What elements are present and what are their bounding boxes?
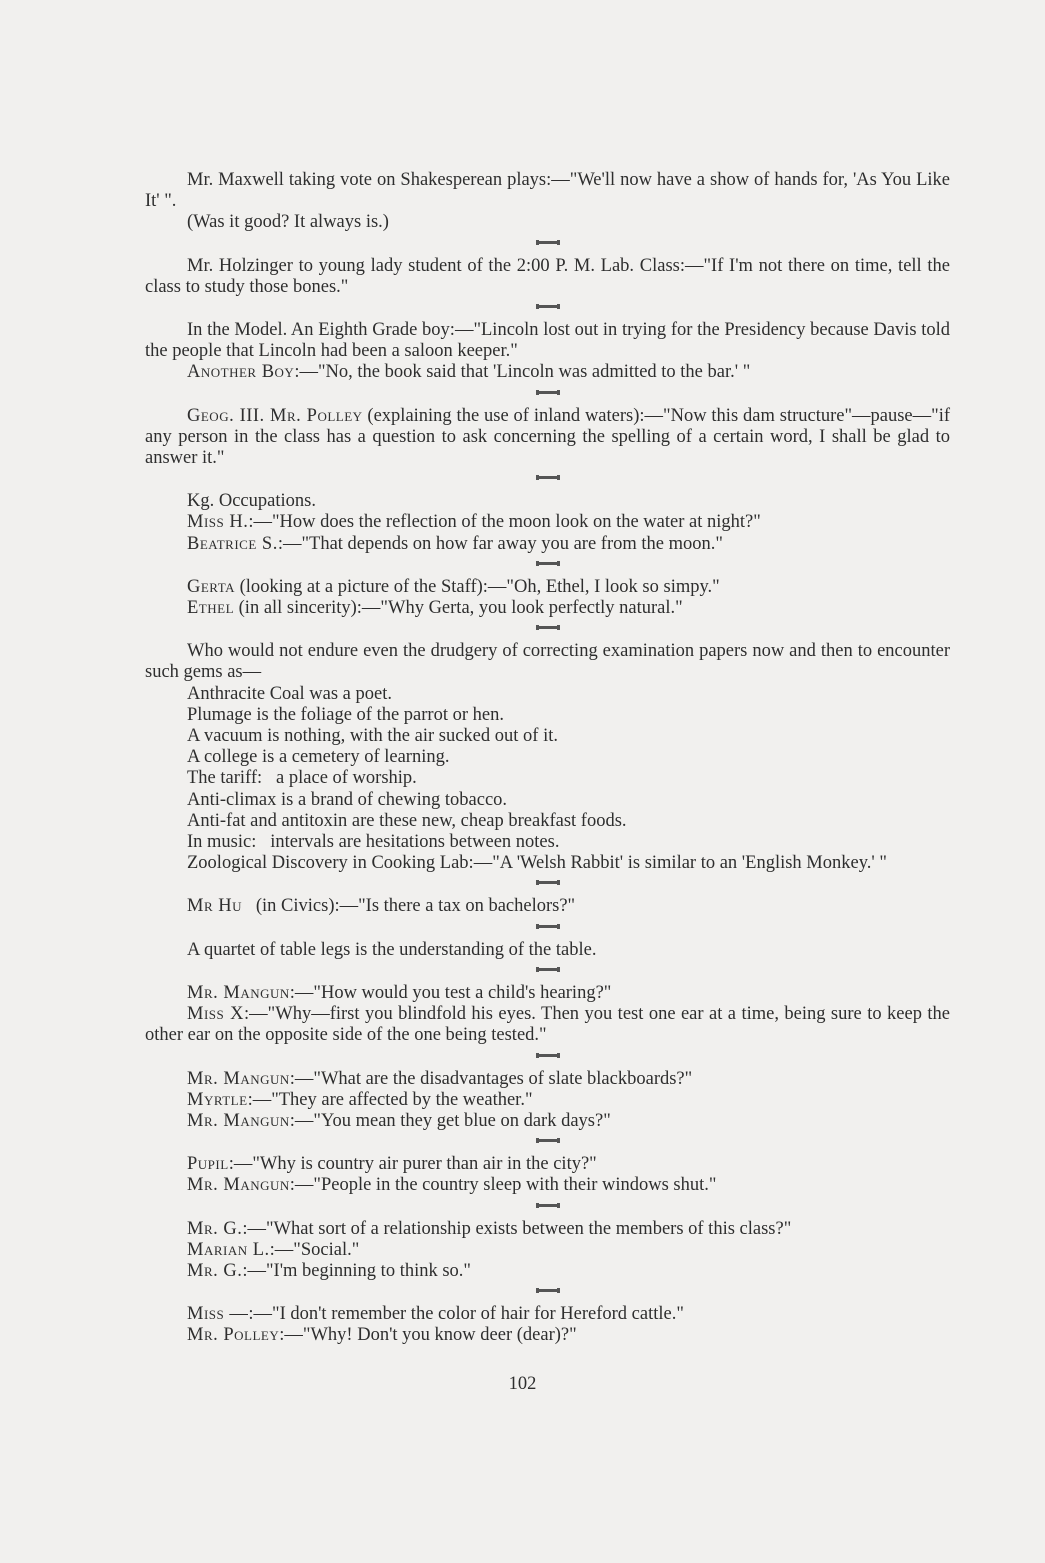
separator-ornament xyxy=(537,925,559,928)
dialogue-text: :—"What are the disadvantages of slate blackboards?" xyxy=(289,1068,693,1089)
separator-ornament xyxy=(537,391,559,394)
dialogue-text: :—"They are affected by the weather." xyxy=(247,1089,533,1110)
dialogue-text: :—"That depends on how far away you are from the moon." xyxy=(277,533,723,554)
exam-intro: Who would not endure even the drudgery of correcting examination papers now and then to encounter such gems as— xyxy=(145,641,950,683)
speaker: Mr. Mangun xyxy=(187,1068,290,1089)
dialogue-text: :—"Why! Don't you know deer (dear)?" xyxy=(279,1325,577,1346)
kg-question xyxy=(145,512,950,533)
page-number: 102 xyxy=(508,1374,537,1394)
dialogue-text: (looking at a picture of the Staff):—"Oh, Ethel, I look so simpy." xyxy=(234,576,720,597)
speaker: Myrtle xyxy=(187,1089,248,1110)
myrtle-answer xyxy=(145,1090,950,1111)
mangun-question-1 xyxy=(145,983,950,1004)
dialogue-text: :—"Social." xyxy=(269,1239,360,1260)
holzinger-paragraph: Mr. Holzinger to young lady student of the 2:00 P. M. Lab. Class:—"If I'm not there on time, tell the class to study those bones." xyxy=(145,255,950,297)
dialogue-text: :—"What sort of a relationship exists between the members of this class?" xyxy=(242,1218,792,1239)
dialogue-text: :—"Why is country air purer than air in the city?" xyxy=(228,1154,597,1175)
dialogue-text: (in Civics):—"Is there a tax on bachelors?" xyxy=(242,896,576,917)
speaker: Gerta xyxy=(187,576,235,597)
separator-ornament xyxy=(537,1139,559,1142)
speaker: Miss H. xyxy=(187,512,249,533)
speaker: Another Boy xyxy=(187,362,295,383)
gerta-line xyxy=(145,577,950,598)
model-reply xyxy=(145,362,950,383)
speaker: Ethel xyxy=(187,598,235,619)
dialogue-text: (explaining the use of inland waters):—"Now this dam structure"—pause—"if any person in the class has a question to ask concerning the spelling of a certain word, I shall be glad to answer it." xyxy=(145,405,950,469)
dialogue-text: :—"I don't remember the color of hair for Hereford cattle." xyxy=(248,1304,684,1325)
geog-paragraph xyxy=(145,406,950,470)
speaker: Mr. Mangun xyxy=(187,1110,290,1131)
speaker: Geog. III. Mr. Polley xyxy=(187,405,363,426)
kg-heading: Kg. Occupations. xyxy=(187,491,316,512)
gem-item: A vacuum is nothing, with the air sucked out of it. xyxy=(187,726,558,747)
polley-reply xyxy=(145,1325,950,1346)
separator-ornament xyxy=(537,562,559,565)
dialogue-text: :—"Why—first you blindfold his eyes. Then you test one ear at a time, being sure to keep the other ear on the opposite side of the one being tested." xyxy=(145,1004,950,1046)
dialogue-text: :—"You mean they get blue on dark days?" xyxy=(289,1110,611,1131)
separator-ornament xyxy=(537,626,559,629)
speaker: Miss X xyxy=(187,1004,245,1025)
dialogue-text: (in all sincerity):—"Why Gerta, you look perfectly natural." xyxy=(234,598,683,619)
separator-ornament xyxy=(537,1204,559,1207)
speaker: Pupil xyxy=(187,1154,229,1175)
mangun-answer xyxy=(145,1175,950,1196)
gem-item: The tariff: a place of worship. xyxy=(187,768,417,789)
separator-ornament xyxy=(537,1289,559,1292)
maxwell-paragraph: Mr. Maxwell taking vote on Shakesperean plays:—"We'll now have a show of hands for, 'As You Like It' ". xyxy=(145,170,950,212)
miss-dash-line xyxy=(145,1304,950,1325)
gem-item: Anthracite Coal was a poet. xyxy=(187,683,392,704)
separator-ornament xyxy=(537,1054,559,1057)
quartet-line: A quartet of table legs is the understanding of the table. xyxy=(187,939,597,960)
dialogue-text: :—"People in the country sleep with their windows shut." xyxy=(289,1175,717,1196)
hu-line xyxy=(145,896,950,917)
speaker: Mr. G. xyxy=(187,1218,243,1239)
model-paragraph: In the Model. An Eighth Grade boy:—"Lincoln lost out in trying for the Presidency because Davis told the people that Lincoln had been a saloon keeper." xyxy=(145,320,950,362)
speaker: Mr. Mangun xyxy=(187,1175,290,1196)
ethel-line xyxy=(145,598,950,619)
speaker: Mr. Polley xyxy=(187,1325,280,1346)
speaker: Marian L. xyxy=(187,1239,270,1260)
separator-ornament xyxy=(537,241,559,244)
separator-ornament xyxy=(537,881,559,884)
separator-ornament xyxy=(537,305,559,308)
speaker: Mr. G. xyxy=(187,1260,243,1281)
gem-item: A college is a cemetery of learning. xyxy=(187,747,450,768)
gem-item: In music: intervals are hesitations between notes. xyxy=(187,832,560,853)
maxwell-aside: (Was it good? It always is.) xyxy=(187,212,389,233)
gem-item: Anti-climax is a brand of chewing tobacco. xyxy=(187,789,508,810)
mangun-reply xyxy=(145,1111,950,1132)
marian-answer xyxy=(145,1240,950,1261)
speaker: Miss — xyxy=(187,1304,249,1325)
mangun-question-2 xyxy=(145,1069,950,1090)
dialogue-text: :—"How would you test a child's hearing?" xyxy=(289,982,612,1003)
missx-answer xyxy=(145,1004,950,1046)
speaker: Mr Hu xyxy=(187,896,242,917)
pupil-question xyxy=(145,1154,950,1175)
gem-item: Plumage is the foliage of the parrot or hen. xyxy=(187,704,504,725)
kg-answer xyxy=(145,534,950,555)
zoo-paragraph: Zoological Discovery in Cooking Lab:—"A 'Welsh Rabbit' is similar to an 'English Monkey.' " xyxy=(187,853,887,874)
gem-item: Anti-fat and antitoxin are these new, cheap breakfast foods. xyxy=(187,810,627,831)
speaker: Mr. Mangun xyxy=(187,982,290,1003)
separator-ornament xyxy=(537,476,559,479)
separator-ornament xyxy=(537,968,559,971)
dialogue-text: :—"No, the book said that 'Lincoln was admitted to the bar.' " xyxy=(294,362,751,383)
dialogue-text: :—"I'm beginning to think so." xyxy=(242,1260,471,1281)
mrg-question xyxy=(145,1219,950,1240)
speaker: Beatrice S. xyxy=(187,533,278,554)
dialogue-text: :—"How does the reflection of the moon look on the water at night?" xyxy=(248,512,761,533)
mrg-reply xyxy=(145,1261,950,1282)
page-content xyxy=(145,170,950,1347)
